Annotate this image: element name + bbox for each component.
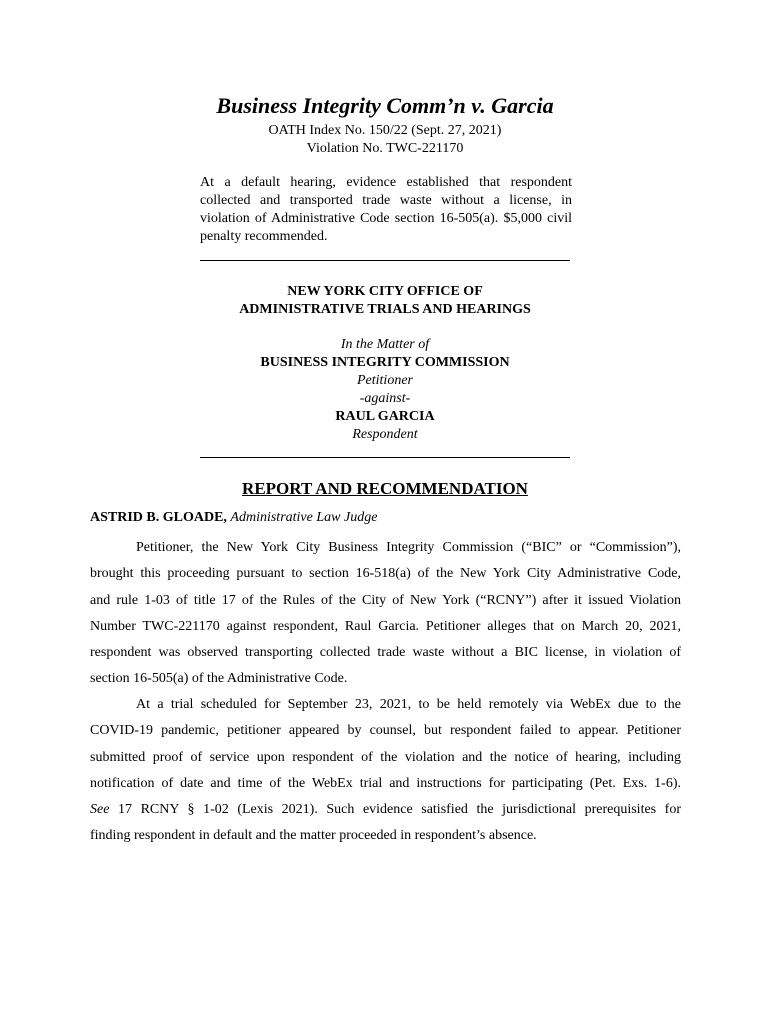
paragraph-line: finding respondent in default and the matter proceeded in respondent’s absence. (90, 828, 537, 844)
report-heading: REPORT AND RECOMMENDATION (242, 479, 528, 498)
paragraph-line: respondent was observed transporting collected trade waste without a BIC license, in violation of (90, 645, 681, 661)
divider-top (200, 260, 570, 261)
respondent-name: RAUL GARCIA (335, 409, 435, 424)
paragraph-line: and rule 1-03 of title 17 of the Rules of the City of New York (“RCNY”) after it issued Violation (90, 592, 681, 608)
in-the-matter-of: In the Matter of (340, 337, 430, 352)
paragraph-1 (90, 535, 681, 693)
citation-text: 17 RCNY § 1-02 (Lexis 2021). Such evidence satisfied the jurisdictional prerequisites for (118, 802, 682, 818)
paragraph-2 (90, 692, 681, 850)
violation-number-line: Violation No. TWC-221170 (306, 141, 464, 156)
petitioner-role: Petitioner (357, 373, 413, 388)
divider-bottom (200, 457, 570, 458)
against-label: -against- (359, 391, 411, 406)
judge-name: ASTRID B. GLOADE, (90, 510, 227, 525)
paragraph-line: Petitioner, the New York City Business Integrity Commission (“BIC” or “Commission”), (136, 540, 681, 555)
paragraph-line: brought this proceeding pursuant to section 16-518(a) of the New York City Administrative Code, (90, 566, 681, 582)
respondent-role: Respondent (352, 427, 418, 442)
paragraph-line: notification of date and time of the WebEx trial and instructions for participating (Pet. Exs. 1-6). (90, 775, 681, 791)
paragraph-line-see (90, 797, 681, 823)
paragraph-line: submitted proof of service upon respondent of the violation and the notice of hearing, including (90, 749, 681, 765)
case-title: Business Integrity Comm’n v. Garcia (216, 93, 554, 118)
paragraph-line: COVID-19 pandemic, petitioner appeared by counsel, but respondent failed to appear. Petitioner (90, 723, 681, 739)
office-name-line2: ADMINISTRATIVE TRIALS AND HEARINGS (239, 302, 531, 317)
petitioner-name: BUSINESS INTEGRITY COMMISSION (260, 355, 510, 370)
paragraph-line: section 16-505(a) of the Administrative Code. (90, 671, 348, 687)
see-citation-signal: See (90, 802, 110, 818)
paragraph-line: Number TWC-221170 against respondent, Raul Garcia. Petitioner alleges that on March 20, 2021, (90, 618, 681, 634)
office-name-line1: NEW YORK CITY OFFICE OF (287, 284, 483, 299)
case-summary: At a default hearing, evidence established that respondent collected and transported trade waste without a license, in violation of Administrative Code section 16-505(a). $5,000 civil penalty recommended. (200, 175, 572, 244)
paragraph-line: At a trial scheduled for September 23, 2021, to be held remotely via WebEx due to the (136, 697, 681, 712)
judge-line (90, 509, 377, 527)
oath-index-line: OATH Index No. 150/22 (Sept. 27, 2021) (268, 123, 502, 138)
judge-title: Administrative Law Judge (230, 510, 378, 525)
